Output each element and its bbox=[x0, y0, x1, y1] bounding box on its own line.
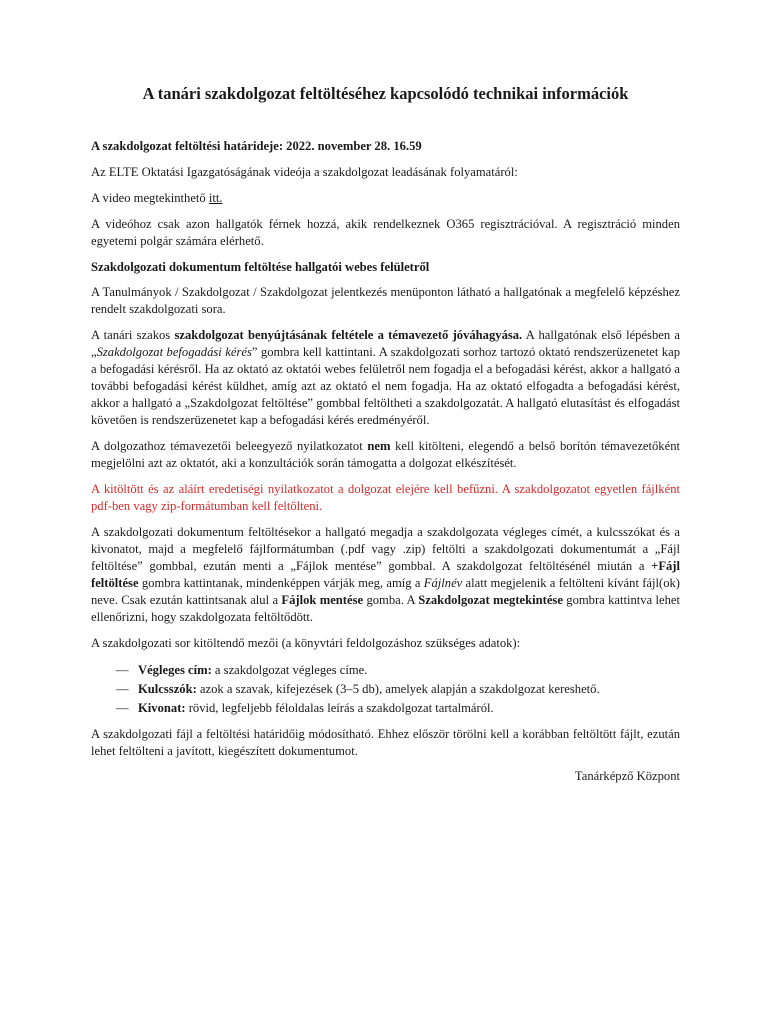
upload-text-3: alatt megjelenik a feltölteni kívánt fájl(ok) neve. Csak ezután kattintsanak alul a bbox=[91, 576, 681, 607]
field-description: rövid, legfeljebb féloldalas leírás a szakdolgozat tartalmáról. bbox=[185, 701, 494, 715]
upload-bold-3: Szakdolgozat megtekintése bbox=[418, 593, 563, 607]
menu-paragraph: A Tanulmányok / Szakdolgozat / Szakdolgozat jelentkezés menüponton látható a hallgatónak a megfelelő képzéshez rendelt szakdolgozati sora. bbox=[91, 285, 680, 316]
signature: Tanárképző Központ bbox=[574, 769, 680, 783]
upload-italic-1: Fájlnév bbox=[423, 576, 463, 590]
field-label: Kulcsszók: bbox=[138, 682, 197, 696]
consent-bold-1: nem bbox=[367, 439, 391, 453]
upload-text-4: gomba. A bbox=[363, 593, 419, 607]
section-heading: Szakdolgozati dokumentum feltöltése hallgatói webes felületről bbox=[91, 260, 430, 274]
dash-bullet: — bbox=[116, 682, 129, 696]
condition-text-1: A tanári szakos bbox=[91, 328, 175, 342]
condition-text-2: A hallgatónak első lépésben a „ bbox=[91, 328, 680, 359]
field-description: azok a szavak, kifejezések (3–5 db), amelyek alapján a szakdolgozat kereshető. bbox=[196, 682, 600, 696]
field-description: a szakdolgozat végleges címe. bbox=[211, 663, 368, 677]
video-link-line bbox=[91, 190, 680, 207]
document-title: A tanári szakdolgozat feltöltéséhez kapcsolódó technikai információk bbox=[142, 84, 629, 103]
o365-note: A videóhoz csak azon hallgatók férnek hozzá, akik rendelkeznek O365 regisztrációval. A regisztráció minden egyetemi polgár számára elérhető. bbox=[91, 217, 680, 248]
fields-intro: A szakdolgozati sor kitöltendő mezői (a könyvtári feldolgozáshoz szükséges adatok): bbox=[91, 636, 521, 650]
upload-bold-2: Fájlok mentése bbox=[281, 593, 364, 607]
condition-paragraph bbox=[91, 327, 680, 429]
upload-text-2: gombra kattintanak, mindenképpen várják meg, amíg a bbox=[138, 576, 424, 590]
dash-bullet: — bbox=[116, 663, 129, 677]
upload-text-1: A szakdolgozati dokumentum feltöltésekor a hallgató megadja a szakdolgozata végleges címét, a kulcsszókat és a kivonatot, majd a megfelelő fájlformátumban (.pdf vagy .zip) feltölti a szakdolgozati dokumentumát a „Fájl feltöltése” gombbal, ezután menti a „Fájlok mentése” gombbal. A szakdolgozat feltöltésénél miután a bbox=[91, 525, 680, 573]
video-link-prefix: A video megtekinthető bbox=[91, 191, 209, 205]
condition-text-3: ” gombra kell kattintani. A szakdolgozati sorhoz tartozó oktató rendszerüzenetet kap a befogadási kérésről. Ha az oktató az oktatói webes felületről nem fogadja el a befogadási kérést, akkor a hallgató a további befogadási kérést küldhet, amíg azt az oktató el nem fogadja. Ha az oktató elfogadta a befogadási kérést, akkor a hallgató a „Szakdolgozat feltöltése” gombbal feltöltheti a szakdolgozatát. A hallgató elutasítást és elfogadást követően is rendszerüzenetet kap a befogadási kérés eredményéről. bbox=[91, 345, 680, 427]
list-item bbox=[116, 661, 680, 680]
document-content bbox=[91, 84, 680, 784]
fields-list bbox=[91, 661, 680, 718]
upload-bold-1: +Fájl feltöltése bbox=[91, 559, 680, 590]
upload-text-5: gombra kattintva lehet ellenőrizni, hogy szakdolgozata feltöltődött. bbox=[91, 593, 680, 624]
field-label: Kivonat: bbox=[138, 701, 186, 715]
deadline-text: A szakdolgozat feltöltési határideje: 2022. november 28. 16.59 bbox=[91, 139, 422, 153]
upload-paragraph bbox=[91, 524, 680, 626]
consent-text-2: kell kitölteni, elegendő a belső borítón témavezetőként megjelölni azt az oktatót, aki a konzultációk során támogatta a dolgozat elkészítését. bbox=[91, 439, 680, 470]
list-item bbox=[116, 680, 680, 699]
condition-bold-1: szakdolgozat benyújtásának feltétele a témavezető jóváhagyása. bbox=[174, 328, 523, 342]
red-warning-paragraph: A kitöltött és az aláírt eredetiségi nyilatkozatot a dolgozat elejére kell befűzni. A szakdolgozatot egyetlen fájlként pdf-ben vagy zip-formátumban kell feltölteni. bbox=[91, 482, 680, 513]
video-intro: Az ELTE Oktatási Igazgatóságának videója a szakdolgozat leadásának folyamatáról: bbox=[91, 165, 518, 179]
video-link[interactable]: itt. bbox=[208, 191, 223, 205]
list-item bbox=[116, 699, 680, 718]
field-label: Végleges cím: bbox=[138, 663, 212, 677]
consent-text-1: A dolgozathoz témavezetői beleegyező nyilatkozatot bbox=[91, 439, 368, 453]
modify-paragraph: A szakdolgozati fájl a feltöltési határidőig módosítható. Ehhez először törölni kell a korábban feltöltött fájlt, ezután lehet feltölteni a javított, kiegészített dokumentumot. bbox=[91, 727, 680, 758]
condition-italic-1: Szakdolgozat befogadási kérés bbox=[96, 345, 252, 359]
dash-bullet: — bbox=[116, 701, 129, 715]
consent-paragraph bbox=[91, 438, 680, 472]
